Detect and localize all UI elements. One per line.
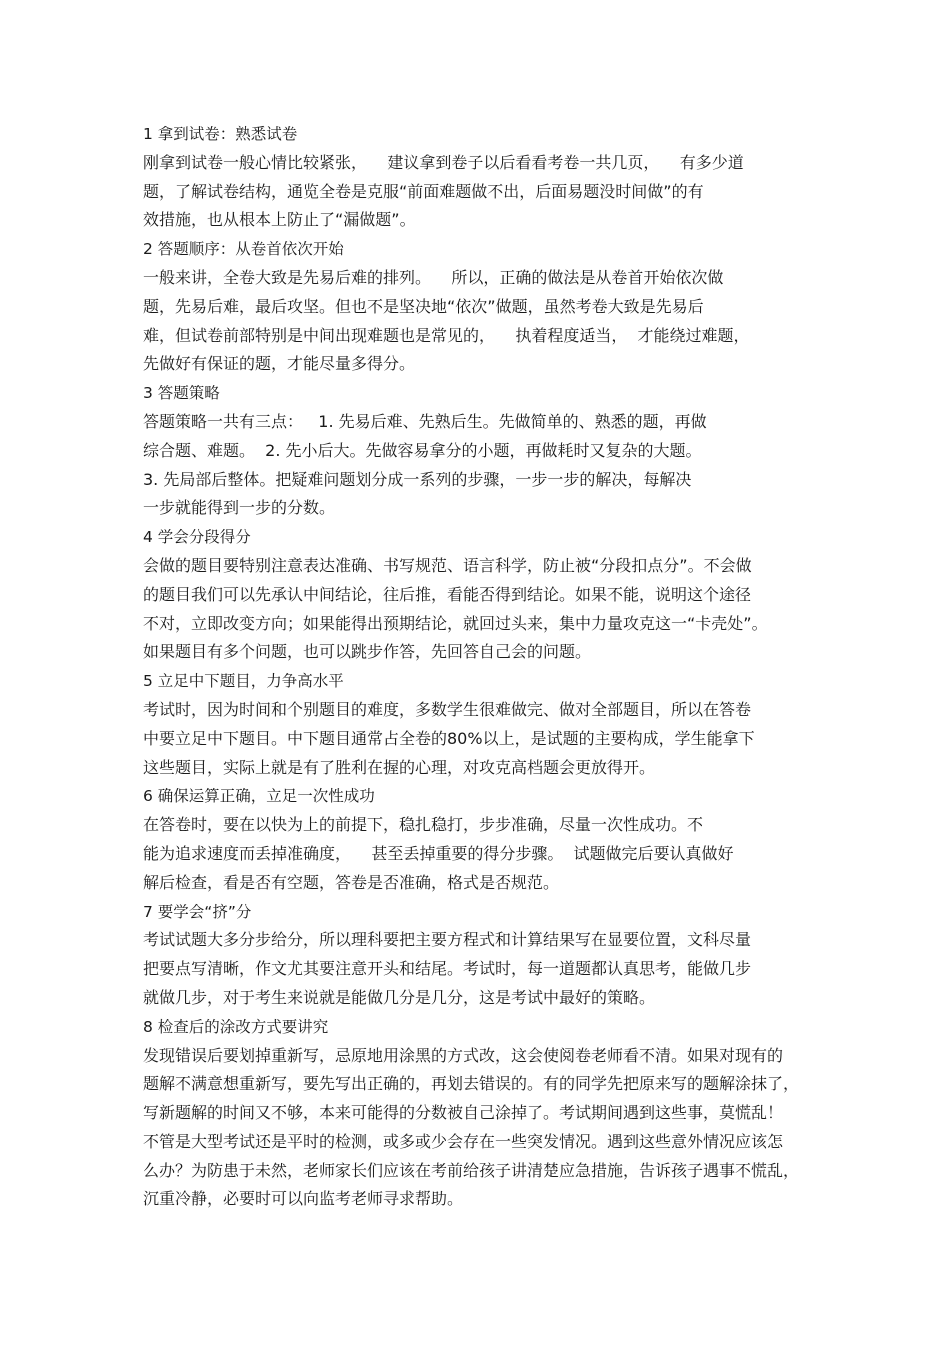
- body-text-line: 综合题、难题。 2. 先小后大。先做容易拿分的小题，再做耗时又复杂的大题。: [143, 440, 702, 460]
- body-text-line: 发现错误后要划掉重新写，忌原地用涂黑的方式改，这会使阅卷老师看不清。如果对现有的: [143, 1045, 784, 1065]
- body-text-line: 这些题目，实际上就是有了胜利在握的心理，对攻克高档题会更放得开。: [143, 757, 656, 777]
- section-heading: 4 学会分段得分: [143, 528, 251, 547]
- body-text-line: 就做几步，对于考生来说就是能做几分是几分，这是考试中最好的策略。: [143, 987, 656, 1007]
- body-text-line: 题，先易后难，最后攻坚。但也不是坚决地“依次”做题，虽然考卷大致是先易后: [143, 296, 704, 316]
- document-body: [143, 120, 943, 1214]
- body-text-line: 在答卷时，要在以快为上的前提下，稳扎稳打，步步准确，尽量一次性成功。不: [143, 815, 704, 835]
- section-heading: 5 立足中下题目，力争高水平: [143, 672, 344, 691]
- body-text-line: 如果题目有多个问题，也可以跳步作答，先回答自己会的问题。: [143, 642, 592, 662]
- body-text-line: 么办？为防患于未然，老师家长们应该在考前给孩子讲清楚应急措施，告诉孩子遇事不慌乱，: [143, 1160, 800, 1180]
- section-heading: 6 确保运算正确，立足一次性成功: [143, 787, 375, 806]
- body-text-line: 沉重冷静，必要时可以向监考老师寻求帮助。: [143, 1189, 464, 1209]
- body-text-line: 会做的题目要特别注意表达准确、书写规范、语言科学，防止被“分段扣点分”。不会做: [143, 555, 752, 575]
- body-text-line: 答题策略一共有三点： 1. 先易后难、先熟后生。先做简单的、熟悉的题，再做: [143, 411, 707, 431]
- body-text-line: 效措施，也从根本上防止了“漏做题”。: [143, 210, 416, 230]
- body-text-line: 中要立足中下题目。中下题目通常占全卷的80%以上，是试题的主要构成，学生能拿下: [143, 728, 755, 748]
- body-text-line: 难，但试卷前部特别是中间出现难题也是常见的， 执着程度适当， 才能绕过难题，: [143, 325, 750, 345]
- body-text-line: 解后检查，看是否有空题，答卷是否准确，格式是否规范。: [143, 872, 560, 892]
- section-heading: 2 答题顺序：从卷首依次开始: [143, 240, 344, 259]
- body-text-line: 题，了解试卷结构，通览全卷是克服“前面难题做不出，后面易题没时间做”的有: [143, 181, 704, 201]
- body-text-line: 写新题解的时间又不够，本来可能得的分数被自己涂掉了。考试期间遇到这些事，莫慌乱！: [143, 1103, 784, 1123]
- body-text-line: 把要点写清晰，作文尤其要注意开头和结尾。考试时，每一道题都认真思考，能做几步: [143, 959, 752, 979]
- body-text-line: 考试时，因为时间和个别题目的难度，多数学生很难做完、做对全部题目，所以在答卷: [143, 699, 752, 719]
- body-text-line: 考试试题大多分步给分，所以理科要把主要方程式和计算结果写在显要位置，文科尽量: [143, 930, 752, 950]
- body-text-line: 的题目我们可以先承认中间结论，往后推，看能否得到结论。如果不能，说明这个途径: [143, 584, 752, 604]
- body-text-line: 先做好有保证的题，才能尽量多得分。: [143, 354, 416, 374]
- section-heading: 8 检查后的涂改方式要讲究: [143, 1017, 329, 1036]
- body-text-line: 一步就能得到一步的分数。: [143, 498, 336, 518]
- body-text-line: 刚拿到试卷一般心情比较紧张， 建议拿到卷子以后看看考卷一共几页， 有多少道: [143, 152, 744, 172]
- section-heading: 1 拿到试卷：熟悉试卷: [143, 125, 298, 143]
- body-text-line: 不管是大型考试还是平时的检测，或多或少会存在一些突发情况。遇到这些意外情况应该怎: [143, 1131, 784, 1151]
- body-text-line: 题解不满意想重新写，要先写出正确的，再划去错误的。有的同学先把原来写的题解涂抹了，: [143, 1074, 800, 1094]
- body-text-line: 一般来讲，全卷大致是先易后难的排列。 所以，正确的做法是从卷首开始依次做: [143, 267, 724, 287]
- body-text-line: 能为追求速度而丢掉准确度， 甚至丢掉重要的得分步骤。 试题做完后要认真做好: [143, 843, 734, 863]
- body-text-line: 3. 先局部后整体。把疑难问题划分成一系列的步骤，一步一步的解决，每解决: [143, 469, 692, 489]
- section-heading: 7 要学会“挤”分: [143, 902, 252, 921]
- section-heading: 3 答题策略: [143, 384, 220, 403]
- body-text-line: 不对，立即改变方向；如果能得出预期结论，就回过头来，集中力量攻克这一“卡壳处”。: [143, 613, 768, 633]
